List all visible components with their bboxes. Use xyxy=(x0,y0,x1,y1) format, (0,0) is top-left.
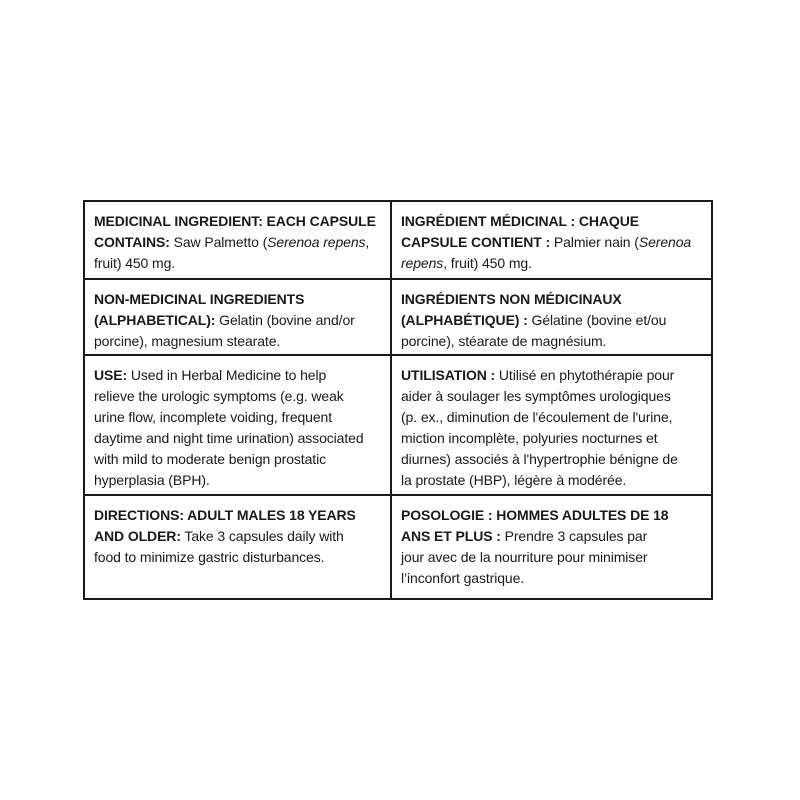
section-heading: UTILISATION : xyxy=(401,367,496,383)
non-medicinal-ingredients-en xyxy=(85,280,392,356)
section-text: , fruit) 450 mg. xyxy=(443,255,532,271)
section-heading: DIRECTIONS: ADULT MALES 18 YEARS AND OLDER: xyxy=(94,507,356,544)
section-text: Saw Palmetto ( xyxy=(169,234,268,250)
section-heading: MEDICINAL INGREDIENT: EACH CAPSULE CONTAINS: xyxy=(94,213,376,250)
section-text: Take 3 capsules daily with food to minimize gastric disturbances. xyxy=(94,528,344,565)
section-text: Palmier nain ( xyxy=(550,234,639,250)
non-medicinal-ingredients-fr xyxy=(392,280,711,356)
section-text: , fruit) 450 mg. xyxy=(94,234,370,271)
use-en xyxy=(85,356,392,496)
section-text: Prendre 3 capsules par jour avec de la nourriture pour minimiser l’inconfort gastrique. xyxy=(401,528,648,586)
section-heading: INGRÉDIENT MÉDICINAL : CHAQUE CAPSULE CONTIENT : xyxy=(401,213,639,250)
section-text: Gélatine (bovine et/ou porcine), stéarate de magnésium. xyxy=(401,312,667,349)
section-heading: INGRÉDIENTS NON MÉDICINAUX (ALPHABÉTIQUE) : xyxy=(401,291,622,328)
section-text: Utilisé en phytothérapie pour aider à soulager les symptômes urologiques (p. ex., diminution de l'écoulement de l'urine, miction incomplète, polyuries nocturnes et diurnes) associés à l'hypertrophie bénigne de la prostate (HBP), légère à modérée. xyxy=(401,367,678,488)
use-fr xyxy=(392,356,711,496)
directions-en xyxy=(85,496,392,598)
section-heading: NON-MEDICINAL INGREDIENTS (ALPHABETICAL): xyxy=(94,291,305,328)
latin-name: Serenoa repens xyxy=(401,234,692,271)
latin-name: Serenoa repens xyxy=(267,234,366,250)
section-text: Used in Herbal Medicine to help relieve the urologic symptoms (e.g. weak urine flow, incomplete voiding, frequent daytime and night time urination) associated with mild to moderate benign prostatic hyperplasia (BPH). xyxy=(94,367,364,488)
section-heading: POSOLOGIE : HOMMES ADULTES DE 18 ANS ET PLUS : xyxy=(401,507,669,544)
section-heading: USE: xyxy=(94,367,128,383)
medicinal-ingredient-en xyxy=(85,202,392,280)
directions-fr xyxy=(392,496,711,598)
medicinal-ingredient-fr xyxy=(392,202,711,280)
section-text: Gelatin (bovine and/or porcine), magnesium stearate. xyxy=(94,312,355,349)
product-label-table xyxy=(83,200,713,600)
